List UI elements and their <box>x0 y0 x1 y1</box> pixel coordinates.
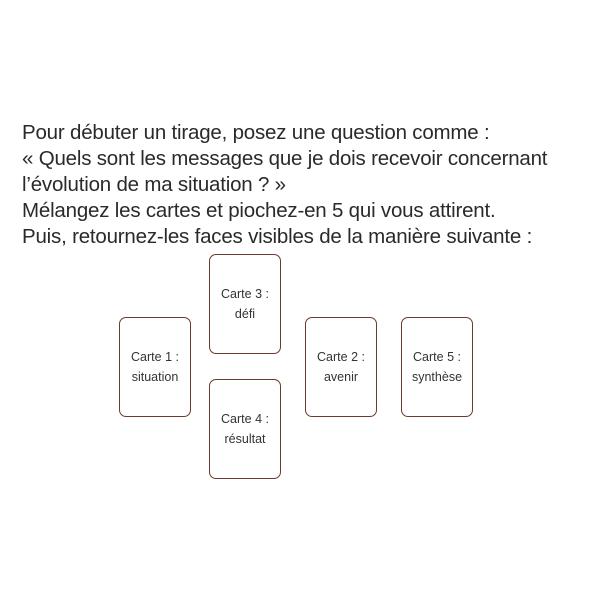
card-3-meaning: défi <box>234 307 256 321</box>
card-4-title: Carte 4 : <box>221 412 269 426</box>
instruction-line: Puis, retournez-les faces visibles de la manière suivante : <box>22 225 533 248</box>
card-1-situation <box>119 317 191 417</box>
instruction-line: « Quels sont les messages que je dois recevoir concernant <box>22 147 548 170</box>
card-5-synthese <box>401 317 473 417</box>
card-1-title: Carte 1 : <box>131 350 179 364</box>
instruction-line: Pour débuter un tirage, posez une question comme : <box>22 121 490 144</box>
card-5-title: Carte 5 : <box>413 350 461 364</box>
instruction-line: l’évolution de ma situation ? » <box>22 173 286 196</box>
card-4-resultat <box>209 379 281 479</box>
card-3-defi <box>209 254 281 354</box>
card-4-meaning: résultat <box>224 432 266 446</box>
card-5-meaning: synthèse <box>411 370 463 384</box>
instruction-line: Mélangez les cartes et piochez-en 5 qui vous attirent. <box>22 199 496 222</box>
card-1-meaning: situation <box>131 370 179 384</box>
card-2-meaning: avenir <box>323 370 359 384</box>
card-3-title: Carte 3 : <box>221 287 269 301</box>
card-2-avenir <box>305 317 377 417</box>
card-2-title: Carte 2 : <box>317 350 365 364</box>
